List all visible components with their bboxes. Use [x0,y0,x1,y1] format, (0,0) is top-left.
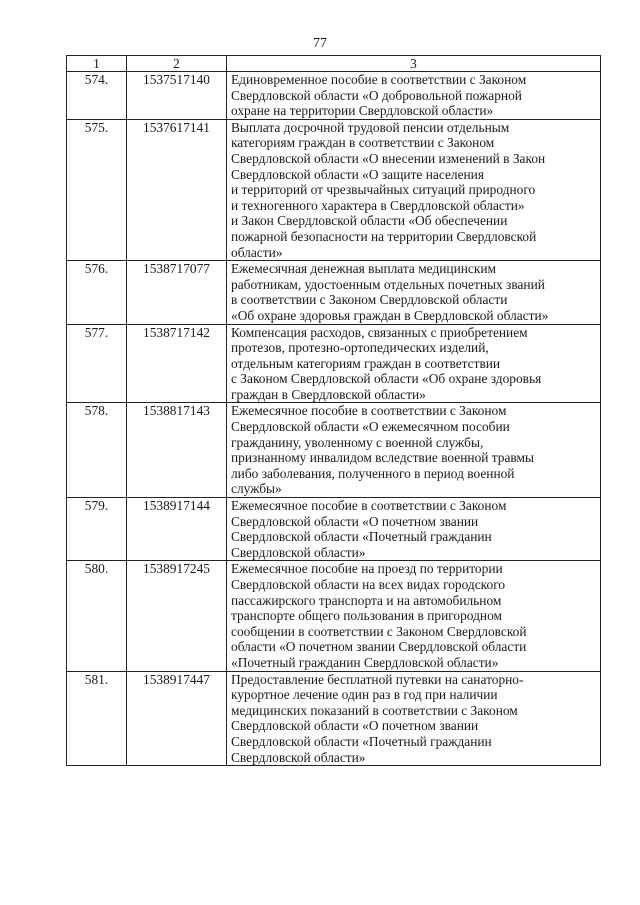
description-line: Свердловской области «О добровольной пожарной [231,87,522,103]
row-code: 1537517140 [127,72,227,120]
row-description [227,561,601,671]
description-line: «Почетный гражданин Свердловской области» [231,654,499,670]
description-line: Свердловской области» [231,749,366,765]
description-line: категориям граждан в соответствии с Законом [231,135,495,151]
description-line: Свердловской области «О почетном звании [231,513,479,529]
description-line: Свердловской области «О почетном звании [231,718,479,734]
description-line: области «О почетном звании Свердловской области [231,639,527,655]
description-line: с Законом Свердловской области «Об охране здоровья [231,371,542,387]
table-header [67,56,601,72]
table-row [67,561,601,671]
row-code: 1538917245 [127,561,227,671]
row-code: 1538917447 [127,671,227,766]
document-table [66,55,601,766]
table-row [67,498,601,561]
header-row [67,56,601,72]
description-line: Предоставление бесплатной путевки на санаторно- [231,671,524,687]
description-line: Свердловской области» [231,544,366,560]
description-line: в соответствии с Законом Свердловской области [231,292,508,308]
description-line: отдельным категориям граждан в соответствии [231,355,501,371]
description-line: Свердловской области «Почетный гражданин [231,733,492,749]
description-line: Ежемесячное пособие в соответствии с Законом [231,498,507,514]
row-number: 579. [67,498,127,561]
description-line: службы» [231,481,282,497]
description-line: и территорий от чрезвычайных ситуаций природного [231,182,536,198]
description-line: медицинских показаний в соответствии с Законом [231,702,518,718]
row-code: 1537617141 [127,119,227,260]
description-line: Ежемесячное пособие на проезд по территории [231,561,503,577]
description-line: граждан в Свердловской области» [231,386,426,402]
description-line: пожарной безопасности на территории Свердловской [231,228,537,244]
description-line: Выплата досрочной трудовой пенсии отдельным [231,119,510,135]
description-line: гражданину, уволенному с военной службы, [231,434,484,450]
row-description [227,498,601,561]
row-code: 1538917144 [127,498,227,561]
table-row [67,261,601,324]
column-header-3: 3 [227,56,601,72]
row-number: 576. [67,261,127,324]
description-line: Свердловской области «Почетный гражданин [231,529,492,545]
description-line: Свердловской области «О ежемесячном пособии [231,419,510,435]
row-number: 575. [67,119,127,260]
description-line: Компенсация расходов, связанных с приобретением [231,324,528,340]
row-code: 1538717142 [127,324,227,403]
row-number: 577. [67,324,127,403]
description-line: пассажирского транспорта и на автомобильном [231,592,502,608]
table-row [67,72,601,120]
description-line: Ежемесячное пособие в соответствии с Законом [231,403,507,419]
description-line: признанному инвалидом вследствие военной травмы [231,450,534,466]
table-row [67,403,601,498]
description-line: Ежемесячная денежная выплата медицинским [231,261,497,277]
table-row [67,671,601,766]
description-line: области» [231,244,283,260]
row-number: 574. [67,72,127,120]
row-description [227,119,601,260]
table-row [67,119,601,260]
row-number: 578. [67,403,127,498]
row-number: 581. [67,671,127,766]
table-body [67,72,601,766]
description-line: работникам, удостоенным отдельных почетных званий [231,276,545,292]
description-line: «Об охране здоровья граждан в Свердловской области» [231,307,549,323]
row-description [227,403,601,498]
column-header-2: 2 [127,56,227,72]
row-description [227,324,601,403]
description-line: Свердловской области «О внесении изменений в Закон [231,150,546,166]
row-description [227,72,601,120]
column-header-1: 1 [67,56,127,72]
description-line: и Закон Свердловской области «Об обеспечении [231,213,508,229]
description-line: либо заболевания, полученного в период военной [231,465,515,481]
description-line: Свердловской области на всех видах городского [231,577,506,592]
description-line: транспорте общего пользования в пригородном [231,608,503,624]
description-line: охране на территории Свердловской области» [231,103,494,119]
description-line: Единовременное пособие в соответствии с Законом [231,72,527,87]
description-line: курортное лечение один раз в год при наличии [231,687,498,703]
row-description [227,671,601,766]
row-description [227,261,601,324]
page-number: 77 [313,36,327,51]
row-code: 1538817143 [127,403,227,498]
description-line: и техногенного характера в Свердловской области» [231,197,525,213]
row-code: 1538717077 [127,261,227,324]
row-number: 580. [67,561,127,671]
description-line: Свердловской области «О защите населения [231,166,485,182]
description-line: сообщении в соответствии с Законом Свердловской [231,623,527,639]
table-row [67,324,601,403]
description-line: протезов, протезно-ортопедических изделий, [231,340,489,356]
